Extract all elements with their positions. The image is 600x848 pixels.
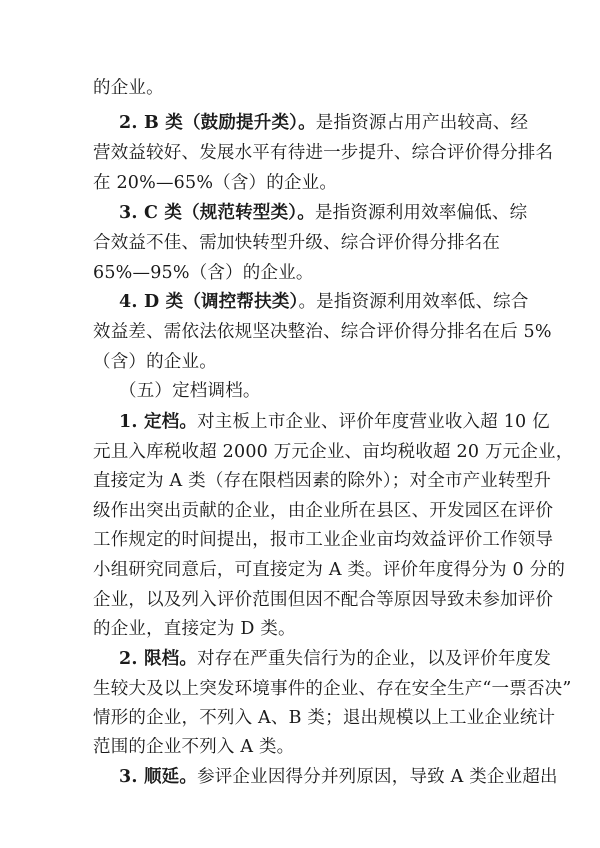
text-line: 情形的企业，不列入 A、B 类；退出规模以上工业企业统计 [93,708,556,728]
text-line: 营效益较好、发展水平有待进一步提升、综合评价得分排名 [93,143,554,163]
paragraph-dingdang [119,412,550,432]
heading-b: 2. B 类（鼓励提升类）。 [119,113,316,133]
text-line: 的企业，直接定为 D 类。 [93,619,296,639]
body-text: 。是指资源利用效率低、综合 [298,292,529,312]
body-text: 对存在严重失信行为的企业，以及评价年度发 [197,649,552,669]
body-text: 对主板上市企业、评价年度营业收入超 10 亿 [197,412,550,432]
body-text: 是指资源占用产出较高、经 [315,113,529,133]
heading-shunyan: 3. 顺延。 [119,767,198,787]
text-line: 65%—95%（含）的企业。 [93,263,314,283]
text-line: 直接定为 A 类（存在限档因素的除外）；对全市产业转型升 [93,471,552,491]
paragraph-c [119,203,539,223]
text-line: 合效益不佳、需加快转型升级、综合评价得分排名在 [93,233,501,253]
text-line: 在 20%—65%（含）的企业。 [93,173,338,193]
text-line: 企业，以及列入评价范围但因不配合等原因导致未参加评价 [93,590,554,610]
text-line: 生较大及以上突发环境事件的企业、存在安全生产“一票否决” [93,679,572,699]
text-line: 效益差、需依法依规坚决整治、综合评价得分排名在后 5% [93,322,552,342]
heading-c: 3. C 类（规范转型类）。 [119,203,315,223]
text-line: 元且入库税收超 2000 万元企业、亩均税收超 20 万元企业， [93,442,574,462]
heading-dingdang: 1. 定档。 [119,412,198,432]
text-line: 工作规定的时间提出，报市工业企业亩均效益评价工作领导 [93,530,554,550]
paragraph-xiandang [119,649,552,669]
text-line: 小组研究同意后，可直接定为 A 类。评价年度得分为 0 分的 [93,560,566,580]
section-heading: （五）定档调档。 [119,381,261,401]
body-text: 是指资源利用效率偏低、综 [314,203,528,223]
text-line: 的企业。 [93,78,164,98]
paragraph-b [119,113,539,133]
heading-d: 4. D 类（调控帮扶类） [119,292,299,312]
text-line: （含）的企业。 [93,352,217,372]
heading-xiandang: 2. 限档。 [119,649,198,669]
text-line: 范围的企业不列入 A 类。 [93,737,295,757]
text-line: 级作出突出贡献的企业，由企业所在县区、开发园区在评价 [93,501,554,521]
paragraph-shunyan [119,767,558,787]
paragraph-d [119,292,539,312]
body-text: 参评企业因得分并列原因，导致 A 类企业超出 [197,767,558,787]
